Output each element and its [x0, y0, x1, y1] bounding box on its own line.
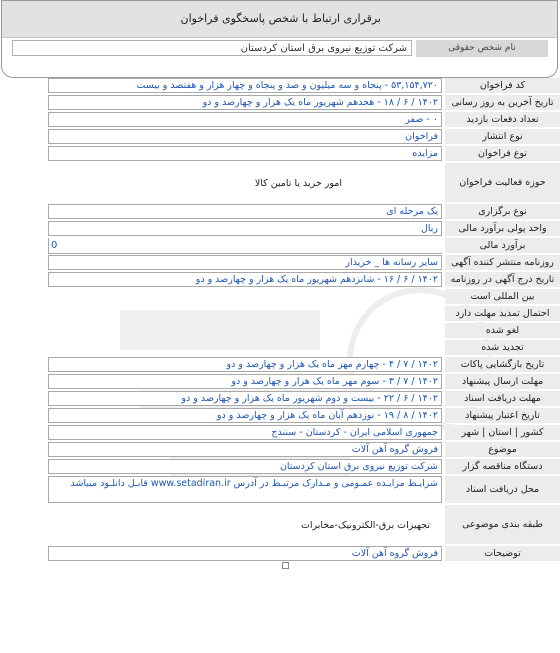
row-activity-area	[0, 163, 560, 203]
row-estimate	[0, 238, 560, 254]
row-organizer	[0, 459, 560, 475]
row-holding-type	[0, 204, 560, 220]
value-opening-date: ۱۴۰۲ / ۷ / ۴ - چهارم مهر ماه یک هزار و چهارصد و دو	[48, 357, 442, 372]
label-currency: واحد پولی برآورد مالی	[445, 221, 560, 237]
row-last-update	[0, 95, 560, 111]
row-category	[0, 505, 560, 545]
value-submit-deadline: ۱۴۰۲ / ۷ / ۳ - سوم مهر ماه یک هزار و چهارصد و دو	[48, 374, 442, 389]
contact-panel-header	[2, 1, 557, 38]
label-docs-deadline: مهلت دریافت اسناد	[445, 391, 560, 407]
label-last-update: تاریخ آخرین به روز رسانی	[445, 95, 560, 111]
value-currency: ریال	[48, 221, 442, 236]
value-tender-code[interactable]: ۵۳,۱۵۴,۷۲۰ - پنجاه و سه میلیون و صد و پنجاه و چهار هزار و هفتصد و بیست	[48, 78, 442, 93]
value-description: فروش گروه آهن آلات	[48, 546, 442, 561]
value-activity-area: امور خرید یا تامین کالا	[254, 177, 342, 189]
value-validity-date: ۱۴۰۲ / ۸ / ۱۹ - نوزدهم آبان ماه یک هزار و چهارصد و دو	[48, 408, 442, 423]
value-estimate: 0	[48, 238, 442, 254]
row-submit-deadline	[0, 374, 560, 390]
row-cancelled	[0, 323, 560, 339]
row-tender-code	[0, 78, 560, 94]
row-international	[0, 289, 560, 305]
row-subject	[0, 442, 560, 458]
label-tender-type: نوع فراخوان	[445, 146, 560, 162]
legal-entity-name-label: نام شخص حقوقی	[416, 40, 548, 57]
label-tender-code: کد فراخوان	[445, 78, 560, 94]
value-last-update: ۱۴۰۲ / ۶ / ۱۸ - هجدهم شهریور ماه یک هزار و چهارصد و دو	[48, 95, 442, 110]
value-location: جمهوری اسلامی ایران - کردستان - سنندج	[48, 425, 442, 440]
label-subject: موضوع	[445, 442, 560, 458]
legal-entity-name-field: شرکت توزیع نیروی برق استان کردستان	[12, 40, 412, 56]
label-location: کشور | استان | شهر	[445, 425, 560, 441]
label-description: توضیحات	[445, 546, 560, 562]
label-renewed: تجدید شده	[445, 340, 560, 356]
row-newspaper	[0, 255, 560, 271]
label-activity-area: حوزه فعالیت فراخوان	[445, 163, 560, 203]
label-cancelled: لغو شده	[445, 323, 560, 339]
value-visit-count: ۰ - صفر	[48, 112, 442, 127]
label-validity-date: تاریخ اعتبار پیشنهاد	[445, 408, 560, 424]
label-estimate: برآورد مالی	[445, 238, 560, 254]
row-visit-count	[0, 112, 560, 128]
value-docs-deadline: ۱۴۰۲ / ۶ / ۲۲ - بیست و دوم شهریور ماه یک هزار و چهارصد و دو	[48, 391, 442, 406]
label-newspaper: روزنامه منتشر کننده آگهی	[445, 255, 560, 271]
value-docs-location: شرایـط مزایـده عمـومی و مـدارک مرتبـط در آدرس www.setadiran.ir قابـل دانلـود میباشد	[48, 476, 442, 503]
value-holding-type: یک مرحله ای	[48, 204, 442, 219]
row-currency	[0, 221, 560, 237]
label-publish-type: نوع انتشار	[445, 129, 560, 145]
row-tender-type	[0, 146, 560, 162]
row-opening-date	[0, 357, 560, 373]
row-validity-date	[0, 408, 560, 424]
small-checkbox[interactable]	[282, 562, 289, 569]
row-description	[0, 546, 560, 562]
value-newspaper: سایر رسانه ها _ خریدار	[48, 255, 442, 270]
label-extension: احتمال تمدید مهلت دارد	[445, 306, 560, 322]
label-organizer: دستگاه مناقصه گزار	[445, 459, 560, 475]
value-subject: فروش گروه آهن آلات	[48, 442, 442, 457]
label-docs-location: محل دریافت اسناد	[445, 476, 560, 504]
label-submit-deadline: مهلت ارسال پیشنهاد	[445, 374, 560, 390]
row-docs-location	[0, 476, 560, 504]
contact-panel-title: برقراری ارتباط با شخص پاسخگوی فراخوان	[180, 12, 381, 25]
value-category: تجهیزات برق-الکترونیک-مخابرات	[300, 519, 430, 531]
label-newspaper-date: تاریخ درج آگهی در روزنامه	[445, 272, 560, 288]
value-newspaper-date: ۱۴۰۲ / ۶ / ۱۶ - شانزدهم شهریور ماه یک هزار و چهارصد و دو	[48, 272, 442, 287]
row-extension	[0, 306, 560, 322]
row-publish-type	[0, 129, 560, 145]
contact-panel	[1, 0, 558, 78]
value-organizer: شرکت توزیع نیروی برق استان کردستان	[48, 459, 442, 474]
label-visit-count: تعداد دفعات بازدید	[445, 112, 560, 128]
row-location	[0, 425, 560, 441]
label-international: بین المللی است	[445, 289, 560, 305]
row-newspaper-date	[0, 272, 560, 288]
label-opening-date: تاریخ بازگشایی پاکات	[445, 357, 560, 373]
row-docs-deadline	[0, 391, 560, 407]
label-category: طبقه بندی موضوعی	[445, 505, 560, 545]
row-renewed	[0, 340, 560, 356]
value-tender-type: مزایده	[48, 146, 442, 161]
value-publish-type: فراخوان	[48, 129, 442, 144]
label-holding-type: نوع برگزاری	[445, 204, 560, 220]
